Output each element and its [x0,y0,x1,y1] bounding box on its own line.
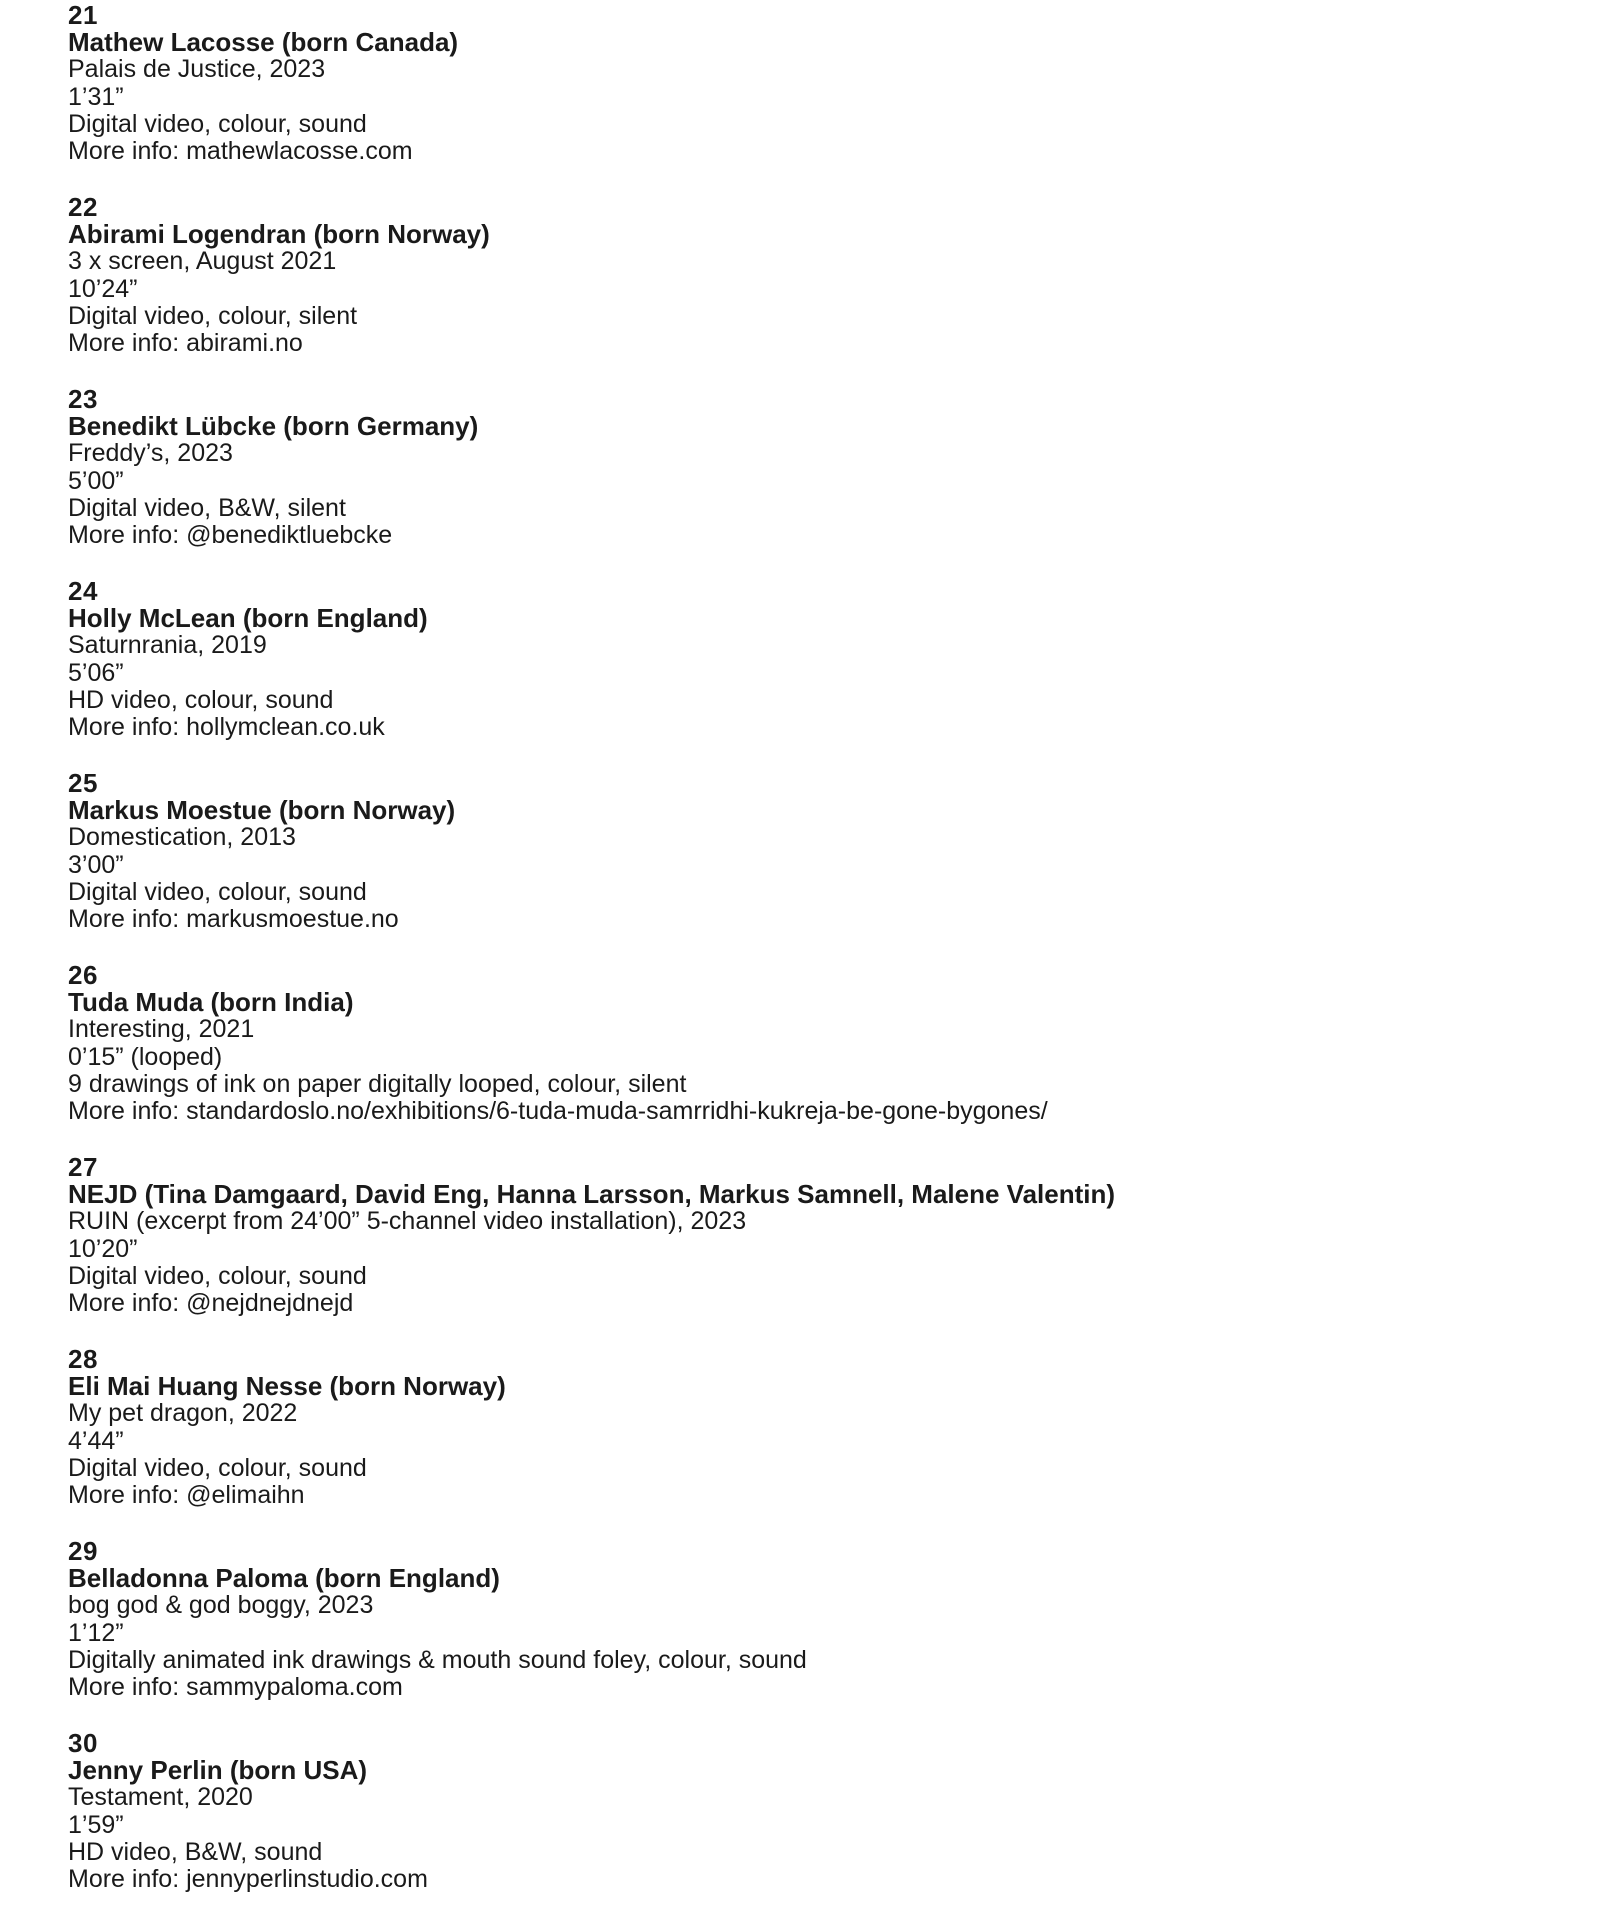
entry-duration: 3’00” [68,850,124,879]
entry-duration: 0’15” (looped) [68,1042,223,1071]
entry-medium: HD video, B&W, sound [68,1837,323,1866]
entry-medium: Digital video, colour, sound [68,1261,367,1290]
entry-medium: 9 drawings of ink on paper digitally looped, colour, silent [68,1069,687,1098]
entry-27 [68,1154,1548,1346]
entry-title: Freddy’s, 2023 [68,439,233,468]
entry-info: More info: mathewlacosse.com [68,136,413,165]
entry-28 [68,1346,1548,1538]
entry-title: My pet dragon, 2022 [68,1399,298,1428]
entry-duration: 4’44” [68,1426,124,1455]
entry-info: More info: abirami.no [68,328,303,357]
entry-medium: Digital video, colour, sound [68,1453,367,1482]
entry-duration: 10’20” [68,1234,138,1263]
entry-number: 26 [68,960,98,990]
entry-info: More info: standardoslo.no/exhibitions/6-tuda-muda-samrridhi-kukreja-be-gone-bygones/ [68,1096,1048,1125]
entry-21 [68,2,1548,194]
entry-23 [68,386,1548,578]
entry-artist: Mathew Lacosse (born Canada) [68,27,459,58]
entry-30 [68,1730,1548,1922]
entry-number: 22 [68,192,98,222]
entry-number: 27 [68,1152,98,1182]
entry-artist: Jenny Perlin (born USA) [68,1755,368,1786]
entry-title: 3 x screen, August 2021 [68,247,337,276]
entry-number: 30 [68,1728,98,1758]
entry-duration: 5’00” [68,466,124,495]
entry-number: 25 [68,768,98,798]
entry-number: 21 [68,0,98,30]
entry-duration: 10’24” [68,274,138,303]
entry-medium: Digital video, colour, sound [68,109,367,138]
entry-title: bog god & god boggy, 2023 [68,1591,374,1620]
entry-info: More info: sammypaloma.com [68,1672,403,1701]
entry-title: RUIN (excerpt from 24’00” 5-channel video installation), 2023 [68,1207,747,1236]
entry-artist: Holly McLean (born England) [68,603,428,634]
entry-medium: Digital video, colour, silent [68,301,358,330]
entry-medium: Digital video, colour, sound [68,877,367,906]
entry-artist: Benedikt Lübcke (born Germany) [68,411,479,442]
entry-medium: HD video, colour, sound [68,685,334,714]
entry-medium: Digital video, B&W, silent [68,493,346,522]
screening-list [68,2,1548,1922]
entry-title: Interesting, 2021 [68,1015,255,1044]
entry-duration: 1’12” [68,1618,124,1647]
entry-number: 29 [68,1536,98,1566]
entry-title: Testament, 2020 [68,1783,253,1812]
entry-22 [68,194,1548,386]
entry-info: More info: @nejdnejdnejd [68,1288,354,1317]
entry-number: 28 [68,1344,98,1374]
entry-artist: NEJD (Tina Damgaard, David Eng, Hanna Larsson, Markus Samnell, Malene Valentin) [68,1179,1116,1210]
entry-info: More info: markusmoestue.no [68,904,399,933]
entry-title: Palais de Justice, 2023 [68,55,326,84]
entry-artist: Markus Moestue (born Norway) [68,795,456,826]
entry-duration: 1’31” [68,82,124,111]
entry-info: More info: @elimaihn [68,1480,305,1509]
entry-artist: Abirami Logendran (born Norway) [68,219,490,250]
entry-duration: 5’06” [68,658,124,687]
entry-duration: 1’59” [68,1810,124,1839]
entry-info: More info: @benediktluebcke [68,520,393,549]
entry-artist: Belladonna Paloma (born England) [68,1563,500,1594]
entry-title: Saturnrania, 2019 [68,631,267,660]
entry-25 [68,770,1548,962]
entry-info: More info: jennyperlinstudio.com [68,1864,428,1893]
entry-29 [68,1538,1548,1730]
entry-number: 24 [68,576,98,606]
entry-artist: Eli Mai Huang Nesse (born Norway) [68,1371,506,1402]
entry-number: 23 [68,384,98,414]
entry-medium: Digitally animated ink drawings & mouth sound foley, colour, sound [68,1645,807,1674]
entry-26 [68,962,1548,1154]
entry-title: Domestication, 2013 [68,823,296,852]
entry-info: More info: hollymclean.co.uk [68,712,385,741]
entry-24 [68,578,1548,770]
entry-artist: Tuda Muda (born India) [68,987,354,1018]
